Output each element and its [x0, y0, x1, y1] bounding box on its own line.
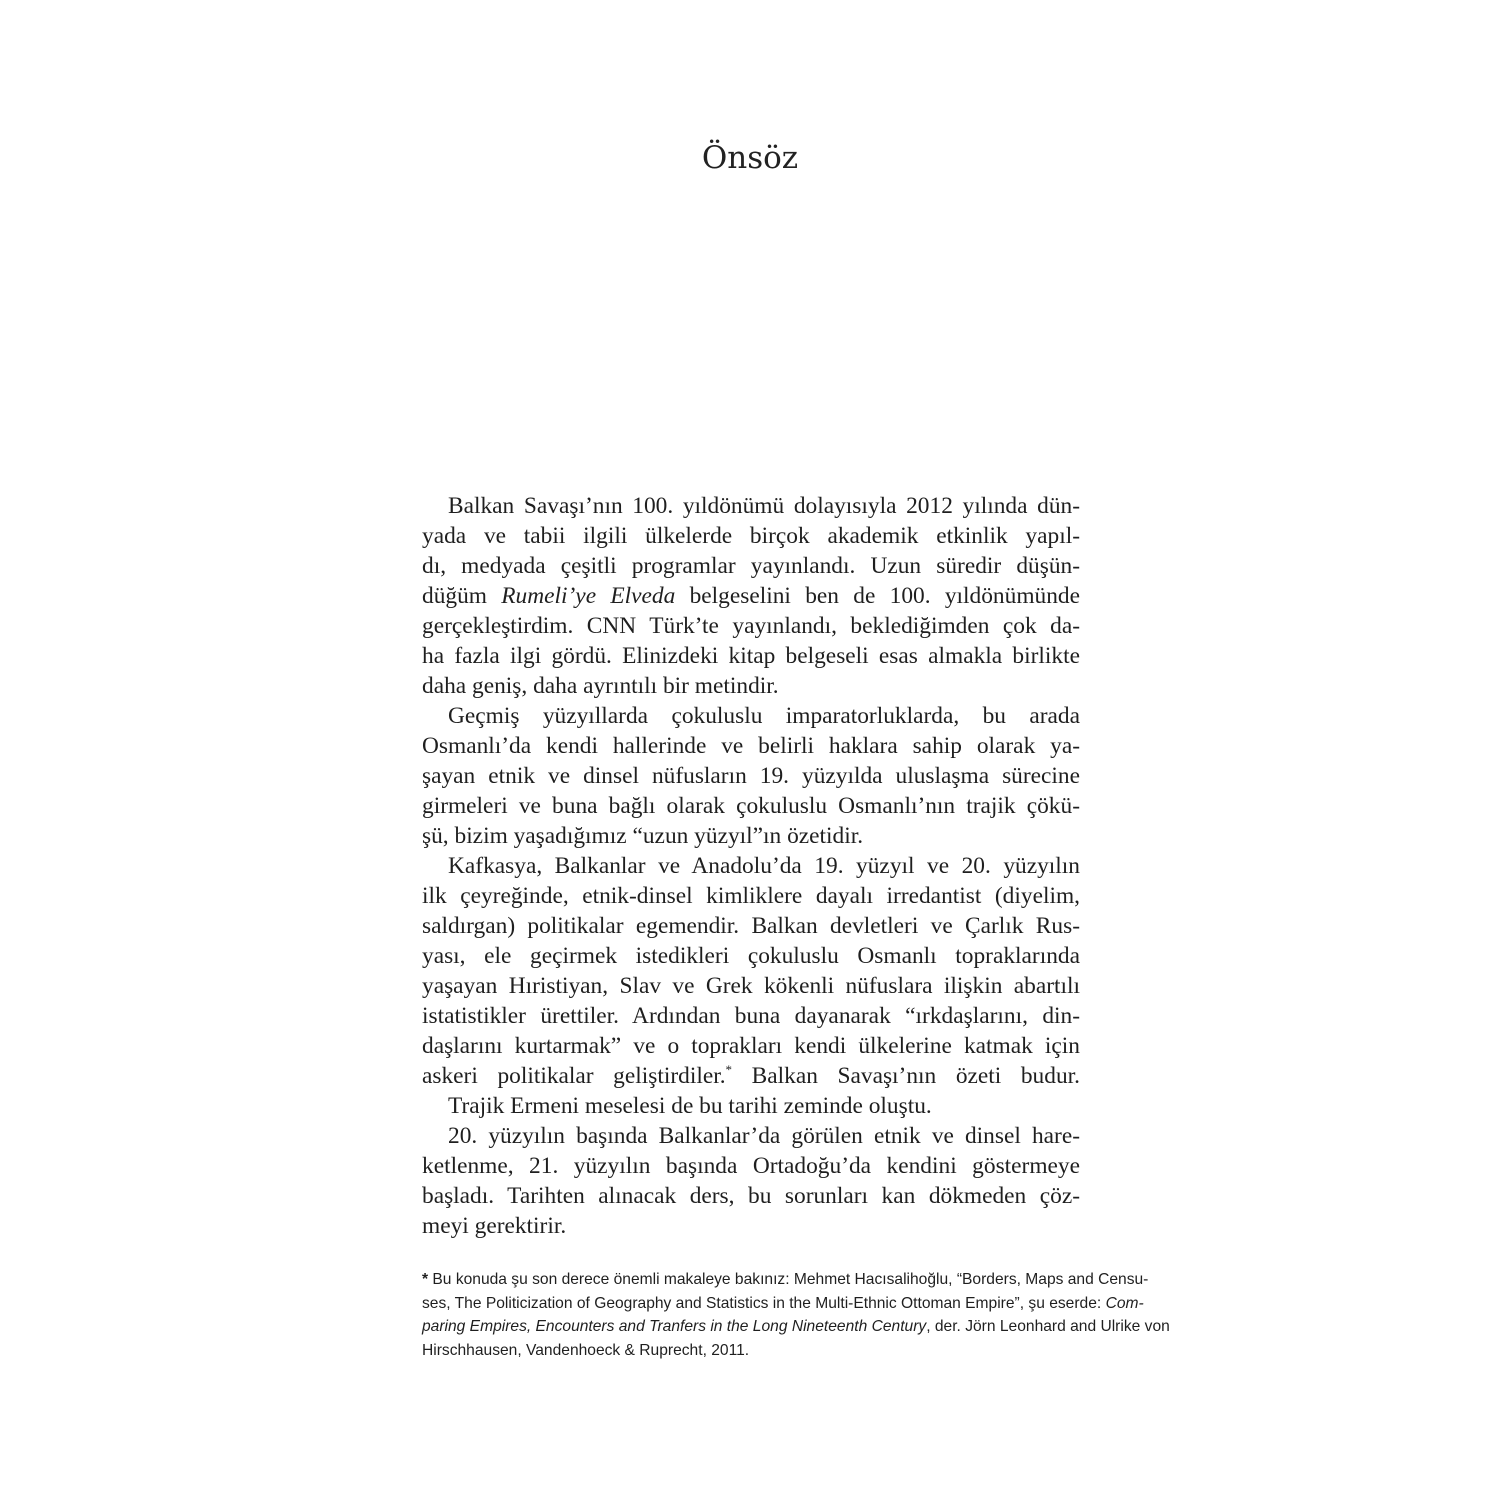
text-line: saldırgan) politikalar egemendir. Balkan devletleri ve Çarlık Rus- [422, 913, 1080, 939]
text-span: Bu konuda şu son derece önemli makaleye bakınız: Mehmet Hacısalihoğlu, “Borders, Maps and Censu- [428, 1271, 1149, 1288]
text-line: Trajik Ermeni meselesi de bu tarihi zeminde oluştu. [448, 1093, 932, 1119]
text-line: yası, ele geçirmek istedikleri çokuluslu Osmanlı topraklarında [422, 943, 1080, 969]
cited-book-title: paring Empires, Encounters and Tranfers in the Long Nineteenth Century [422, 1318, 927, 1335]
footnote [422, 1268, 1170, 1362]
text-line [422, 1061, 1080, 1091]
text-line: ha fazla ilgi gördü. Elinizdeki kitap belgeseli esas almakla birlikte [422, 643, 1080, 669]
text-line: daşlarını kurtarmak” ve o toprakları kendi ülkelerine katmak için [422, 1033, 1080, 1059]
text-line: yaşayan Hıristiyan, Slav ve Grek kökenli nüfuslara ilişkin abartılı [422, 973, 1080, 999]
text-line: daha geniş, daha ayrıntılı bir metindir. [422, 673, 779, 699]
body-text [422, 491, 1080, 1241]
paragraph [422, 851, 1080, 1091]
paragraph [422, 701, 1080, 851]
text-line [422, 581, 1080, 611]
text-line: başladı. Tarihten alınacak ders, bu sorunları kan dökmeden çöz- [422, 1183, 1080, 1209]
text-line: şayan etnik ve dinsel nüfusların 19. yüzyılda uluslaşma sürecine [422, 763, 1080, 789]
text-line: 20. yüzyılın başında Balkanlar’da görülen etnik ve dinsel hare- [448, 1123, 1080, 1149]
text-line: gerçekleştirdim. CNN Türk’te yayınlandı, beklediğimden çok da- [422, 613, 1080, 639]
text-line: Geçmiş yüzyıllarda çokuluslu imparatorluklarda, bu arada [448, 703, 1080, 729]
text-span: Balkan Savaşı’nın özeti budur. [732, 1063, 1080, 1089]
text-span: ses, The Politicization of Geography and Statistics in the Multi-Ethnic Ottoman Empire”, şu eserde: [422, 1294, 1106, 1312]
footnote-line: Hirschhausen, Vandenhoeck & Ruprecht, 2011. [422, 1341, 750, 1359]
text-line: Kafkasya, Balkanlar ve Anadolu’da 19. yüzyıl ve 20. yüzyılın [448, 853, 1080, 879]
cited-book-title: Com- [1105, 1294, 1144, 1312]
footnote-line [422, 1292, 1144, 1316]
text-line: dı, medyada çeşitli programlar yayınlandı. Uzun süredir düşün- [422, 553, 1080, 579]
text-line: ilk çeyreğinde, etnik-dinsel kimliklere dayalı irredantist (diyelim, [422, 883, 1080, 909]
footnote-line [422, 1268, 1149, 1292]
text-line: girmeleri ve buna bağlı olarak çokuluslu Osmanlı’nın trajik çökü- [422, 793, 1080, 819]
paragraph [422, 491, 1080, 701]
footnote-reference[interactable]: * [725, 1062, 733, 1077]
text-line: ketlenme, 21. yüzyılın başında Ortadoğu’da kendini göstermeye [422, 1153, 1080, 1179]
text-line: meyi gerektirir. [422, 1213, 567, 1239]
text-span: düğüm [422, 583, 502, 609]
text-line: Osmanlı’da kendi hallerinde ve belirli haklara sahip olarak ya- [422, 733, 1080, 759]
paragraph [422, 1091, 1080, 1121]
text-line: şü, bizim yaşadığımız “uzun yüzyıl”ın özetidir. [422, 823, 864, 849]
footnote-line [422, 1315, 1170, 1339]
text-span: askeri politikalar geliştirdiler. [422, 1063, 726, 1089]
paragraph [422, 1121, 1080, 1241]
text-span: , der. Jörn Leonhard and Ulrike von [926, 1318, 1170, 1335]
footnote-marker: * [422, 1271, 429, 1288]
text-line: istatistikler ürettiler. Ardından buna dayanarak “ırkdaşlarını, din- [422, 1003, 1080, 1029]
text-line: Balkan Savaşı’nın 100. yıldönümü dolayısıyla 2012 yılında dün- [448, 493, 1080, 519]
text-line: yada ve tabii ilgili ülkelerde birçok akademik etkinlik yapıl- [422, 523, 1080, 549]
text-span: belgeselini ben de 100. yıldönümünde [675, 583, 1080, 609]
book-title: Rumeli’ye Elveda [501, 583, 676, 609]
page-title: Önsöz [701, 140, 799, 176]
